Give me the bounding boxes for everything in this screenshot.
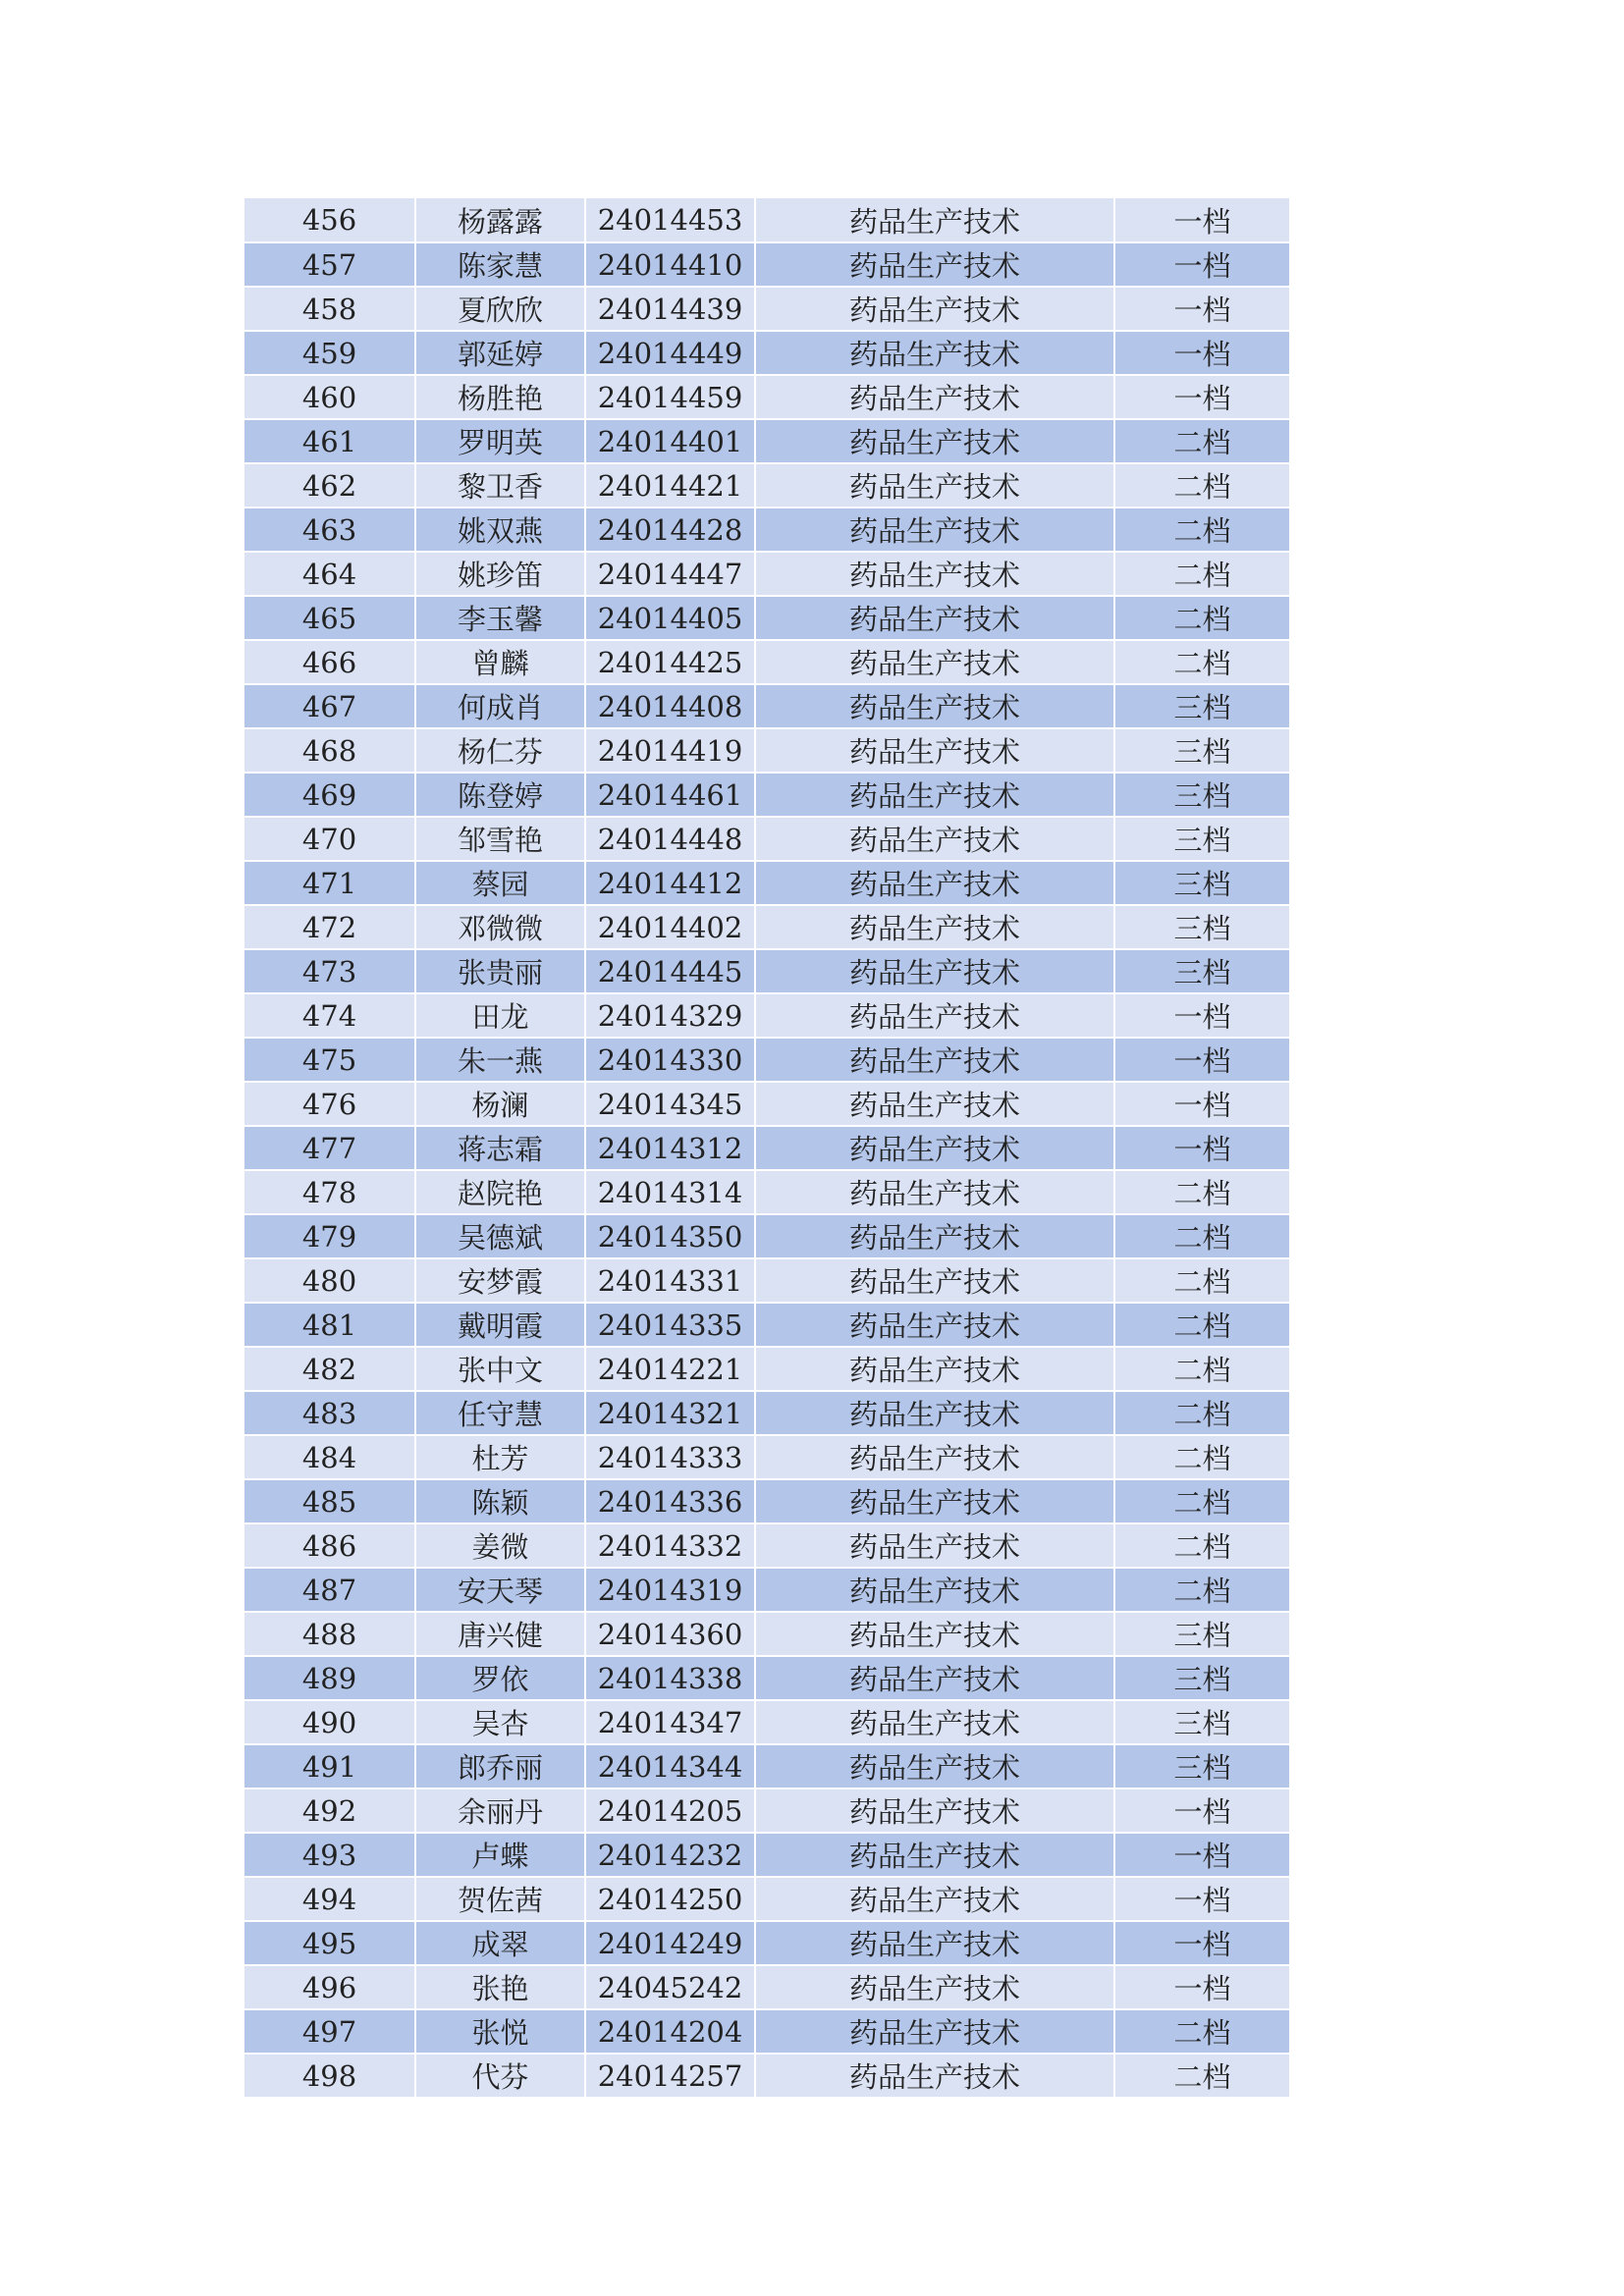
student-name-cell: 蔡园 [415, 861, 585, 905]
student-name-cell: 张中文 [415, 1347, 585, 1391]
grade-cell: 一档 [1114, 331, 1289, 375]
student-name-cell: 任守慧 [415, 1391, 585, 1435]
row-number-cell: 480 [244, 1258, 415, 1303]
row-number-cell: 463 [244, 507, 415, 552]
grade-cell: 三档 [1114, 1744, 1289, 1789]
major-cell: 药品生产技术 [755, 640, 1114, 684]
major-cell: 药品生产技术 [755, 728, 1114, 773]
table-row [244, 1170, 1289, 1214]
student-id-cell: 24014332 [585, 1523, 755, 1568]
row-number-cell: 468 [244, 728, 415, 773]
row-number-cell: 484 [244, 1435, 415, 1479]
major-cell: 药品生产技术 [755, 905, 1114, 949]
student-id-cell: 24014335 [585, 1303, 755, 1347]
grade-cell: 二档 [1114, 463, 1289, 507]
student-id-cell: 24014344 [585, 1744, 755, 1789]
grade-cell: 二档 [1114, 1347, 1289, 1391]
student-id-cell: 24014319 [585, 1568, 755, 1612]
grade-cell: 一档 [1114, 1833, 1289, 1877]
student-name-cell: 李玉馨 [415, 596, 585, 640]
student-id-cell: 24014412 [585, 861, 755, 905]
table-row [244, 905, 1289, 949]
row-number-cell: 475 [244, 1038, 415, 1082]
student-name-cell: 贺佐茜 [415, 1877, 585, 1921]
grade-cell: 二档 [1114, 1391, 1289, 1435]
table-row [244, 419, 1289, 463]
student-name-cell: 陈颖 [415, 1479, 585, 1523]
grade-cell: 二档 [1114, 1258, 1289, 1303]
major-cell: 药品生产技术 [755, 1921, 1114, 1965]
student-name-cell: 田龙 [415, 993, 585, 1038]
student-name-cell: 朱一燕 [415, 1038, 585, 1082]
student-id-cell: 24014421 [585, 463, 755, 507]
major-cell: 药品生产技术 [755, 1700, 1114, 1744]
major-cell: 药品生产技术 [755, 1833, 1114, 1877]
student-id-cell: 24014345 [585, 1082, 755, 1126]
row-number-cell: 492 [244, 1789, 415, 1833]
student-name-cell: 姚双燕 [415, 507, 585, 552]
major-cell: 药品生产技术 [755, 1877, 1114, 1921]
table-row [244, 596, 1289, 640]
student-id-cell: 24014314 [585, 1170, 755, 1214]
student-id-cell: 24045242 [585, 1965, 755, 2009]
major-cell: 药品生产技术 [755, 949, 1114, 993]
student-id-cell: 24014205 [585, 1789, 755, 1833]
table-row [244, 375, 1289, 419]
grade-cell: 二档 [1114, 552, 1289, 596]
grade-cell: 一档 [1114, 242, 1289, 287]
student-name-cell: 杜芳 [415, 1435, 585, 1479]
student-name-cell: 罗依 [415, 1656, 585, 1700]
major-cell: 药品生产技术 [755, 1214, 1114, 1258]
table-row [244, 1921, 1289, 1965]
table-row [244, 1082, 1289, 1126]
row-number-cell: 473 [244, 949, 415, 993]
row-number-cell: 498 [244, 2054, 415, 2098]
row-number-cell: 483 [244, 1391, 415, 1435]
grade-cell: 一档 [1114, 198, 1289, 242]
table-row [244, 1303, 1289, 1347]
table-row [244, 1789, 1289, 1833]
major-cell: 药品生产技术 [755, 242, 1114, 287]
student-name-cell: 陈家慧 [415, 242, 585, 287]
student-id-cell: 24014204 [585, 2009, 755, 2054]
row-number-cell: 464 [244, 552, 415, 596]
student-name-cell: 郎乔丽 [415, 1744, 585, 1789]
table-row [244, 242, 1289, 287]
student-name-cell: 代芬 [415, 2054, 585, 2098]
grade-cell: 二档 [1114, 1170, 1289, 1214]
row-number-cell: 457 [244, 242, 415, 287]
table-row [244, 1126, 1289, 1170]
grade-cell: 二档 [1114, 1568, 1289, 1612]
row-number-cell: 472 [244, 905, 415, 949]
table-row [244, 1258, 1289, 1303]
student-name-cell: 杨露露 [415, 198, 585, 242]
row-number-cell: 459 [244, 331, 415, 375]
major-cell: 药品生产技术 [755, 993, 1114, 1038]
grade-cell: 一档 [1114, 287, 1289, 331]
major-cell: 药品生产技术 [755, 507, 1114, 552]
student-name-cell: 卢蝶 [415, 1833, 585, 1877]
grade-cell: 二档 [1114, 2009, 1289, 2054]
row-number-cell: 488 [244, 1612, 415, 1656]
row-number-cell: 461 [244, 419, 415, 463]
major-cell: 药品生产技术 [755, 1038, 1114, 1082]
grade-cell: 二档 [1114, 2054, 1289, 2098]
student-name-cell: 蒋志霜 [415, 1126, 585, 1170]
table-row [244, 1391, 1289, 1435]
row-number-cell: 477 [244, 1126, 415, 1170]
major-cell: 药品生产技术 [755, 1082, 1114, 1126]
major-cell: 药品生产技术 [755, 1303, 1114, 1347]
table-row [244, 331, 1289, 375]
student-id-cell: 24014321 [585, 1391, 755, 1435]
table-row [244, 198, 1289, 242]
table-row [244, 728, 1289, 773]
student-id-cell: 24014331 [585, 1258, 755, 1303]
table-row [244, 1523, 1289, 1568]
row-number-cell: 462 [244, 463, 415, 507]
student-id-cell: 24014329 [585, 993, 755, 1038]
row-number-cell: 466 [244, 640, 415, 684]
student-name-cell: 郭延婷 [415, 331, 585, 375]
table-row [244, 2009, 1289, 2054]
row-number-cell: 490 [244, 1700, 415, 1744]
table-row [244, 1700, 1289, 1744]
major-cell: 药品生产技术 [755, 1656, 1114, 1700]
major-cell: 药品生产技术 [755, 287, 1114, 331]
table-row [244, 1347, 1289, 1391]
row-number-cell: 495 [244, 1921, 415, 1965]
row-number-cell: 487 [244, 1568, 415, 1612]
grade-cell: 三档 [1114, 1656, 1289, 1700]
major-cell: 药品生产技术 [755, 463, 1114, 507]
student-id-cell: 24014439 [585, 287, 755, 331]
student-id-cell: 24014408 [585, 684, 755, 728]
grade-cell: 一档 [1114, 375, 1289, 419]
table-row [244, 1568, 1289, 1612]
row-number-cell: 493 [244, 1833, 415, 1877]
table-row [244, 507, 1289, 552]
table-body [244, 198, 1289, 2098]
major-cell: 药品生产技术 [755, 1789, 1114, 1833]
student-id-cell: 24014453 [585, 198, 755, 242]
major-cell: 药品生产技术 [755, 419, 1114, 463]
table-row [244, 1435, 1289, 1479]
student-name-cell: 陈登婷 [415, 773, 585, 817]
student-id-cell: 24014221 [585, 1347, 755, 1391]
grade-cell: 一档 [1114, 1965, 1289, 2009]
table-row [244, 552, 1289, 596]
student-id-cell: 24014419 [585, 728, 755, 773]
row-number-cell: 470 [244, 817, 415, 861]
row-number-cell: 494 [244, 1877, 415, 1921]
row-number-cell: 496 [244, 1965, 415, 2009]
student-id-cell: 24014250 [585, 1877, 755, 1921]
major-cell: 药品生产技术 [755, 1391, 1114, 1435]
row-number-cell: 474 [244, 993, 415, 1038]
student-name-cell: 张悦 [415, 2009, 585, 2054]
major-cell: 药品生产技术 [755, 331, 1114, 375]
row-number-cell: 479 [244, 1214, 415, 1258]
student-id-cell: 24014405 [585, 596, 755, 640]
grade-cell: 三档 [1114, 817, 1289, 861]
grade-cell: 三档 [1114, 1612, 1289, 1656]
grade-cell: 二档 [1114, 1214, 1289, 1258]
student-id-cell: 24014449 [585, 331, 755, 375]
student-name-cell: 姜微 [415, 1523, 585, 1568]
student-name-cell: 余丽丹 [415, 1789, 585, 1833]
table-row [244, 1744, 1289, 1789]
grade-cell: 三档 [1114, 949, 1289, 993]
table-row [244, 684, 1289, 728]
table-row [244, 1038, 1289, 1082]
table-row [244, 1877, 1289, 1921]
major-cell: 药品生产技术 [755, 1612, 1114, 1656]
grade-cell: 一档 [1114, 993, 1289, 1038]
row-number-cell: 469 [244, 773, 415, 817]
student-name-cell: 曾麟 [415, 640, 585, 684]
major-cell: 药品生产技术 [755, 375, 1114, 419]
student-list-table [244, 198, 1289, 2099]
student-name-cell: 杨胜艳 [415, 375, 585, 419]
row-number-cell: 489 [244, 1656, 415, 1700]
major-cell: 药品生产技术 [755, 817, 1114, 861]
major-cell: 药品生产技术 [755, 2054, 1114, 2098]
row-number-cell: 465 [244, 596, 415, 640]
table-row [244, 640, 1289, 684]
grade-cell: 三档 [1114, 684, 1289, 728]
major-cell: 药品生产技术 [755, 1965, 1114, 2009]
student-id-cell: 24014232 [585, 1833, 755, 1877]
table-row [244, 861, 1289, 905]
student-name-cell: 邓微微 [415, 905, 585, 949]
grade-cell: 三档 [1114, 1700, 1289, 1744]
student-name-cell: 黎卫香 [415, 463, 585, 507]
major-cell: 药品生产技术 [755, 1435, 1114, 1479]
major-cell: 药品生产技术 [755, 1170, 1114, 1214]
major-cell: 药品生产技术 [755, 1479, 1114, 1523]
table-row [244, 287, 1289, 331]
table-row [244, 1833, 1289, 1877]
student-id-cell: 24014330 [585, 1038, 755, 1082]
row-number-cell: 458 [244, 287, 415, 331]
student-name-cell: 赵院艳 [415, 1170, 585, 1214]
grade-cell: 二档 [1114, 507, 1289, 552]
major-cell: 药品生产技术 [755, 1347, 1114, 1391]
major-cell: 药品生产技术 [755, 1258, 1114, 1303]
grade-cell: 一档 [1114, 1126, 1289, 1170]
student-id-cell: 24014338 [585, 1656, 755, 1700]
student-name-cell: 安梦霞 [415, 1258, 585, 1303]
student-id-cell: 24014428 [585, 507, 755, 552]
grade-cell: 一档 [1114, 1921, 1289, 1965]
major-cell: 药品生产技术 [755, 861, 1114, 905]
student-name-cell: 何成肖 [415, 684, 585, 728]
grade-cell: 二档 [1114, 1479, 1289, 1523]
table-row [244, 463, 1289, 507]
student-id-cell: 24014410 [585, 242, 755, 287]
table-row [244, 1479, 1289, 1523]
row-number-cell: 460 [244, 375, 415, 419]
student-id-cell: 24014257 [585, 2054, 755, 2098]
student-name-cell: 安天琴 [415, 1568, 585, 1612]
table-row [244, 1656, 1289, 1700]
student-id-cell: 24014312 [585, 1126, 755, 1170]
student-name-cell: 杨仁芬 [415, 728, 585, 773]
table-row [244, 1214, 1289, 1258]
grade-cell: 二档 [1114, 596, 1289, 640]
table-row [244, 949, 1289, 993]
major-cell: 药品生产技术 [755, 198, 1114, 242]
grade-cell: 二档 [1114, 419, 1289, 463]
student-id-cell: 24014336 [585, 1479, 755, 1523]
row-number-cell: 456 [244, 198, 415, 242]
row-number-cell: 482 [244, 1347, 415, 1391]
grade-cell: 三档 [1114, 728, 1289, 773]
student-id-cell: 24014401 [585, 419, 755, 463]
student-id-cell: 24014360 [585, 1612, 755, 1656]
row-number-cell: 481 [244, 1303, 415, 1347]
major-cell: 药品生产技术 [755, 596, 1114, 640]
student-id-cell: 24014333 [585, 1435, 755, 1479]
student-name-cell: 邹雪艳 [415, 817, 585, 861]
grade-cell: 二档 [1114, 640, 1289, 684]
student-id-cell: 24014347 [585, 1700, 755, 1744]
grade-cell: 二档 [1114, 1303, 1289, 1347]
table-row [244, 773, 1289, 817]
grade-cell: 二档 [1114, 1435, 1289, 1479]
student-id-cell: 24014249 [585, 1921, 755, 1965]
student-name-cell: 吴德斌 [415, 1214, 585, 1258]
major-cell: 药品生产技术 [755, 1744, 1114, 1789]
student-name-cell: 张艳 [415, 1965, 585, 2009]
student-name-cell: 杨澜 [415, 1082, 585, 1126]
student-id-cell: 24014445 [585, 949, 755, 993]
grade-cell: 三档 [1114, 905, 1289, 949]
student-id-cell: 24014350 [585, 1214, 755, 1258]
row-number-cell: 497 [244, 2009, 415, 2054]
major-cell: 药品生产技术 [755, 1568, 1114, 1612]
table-row [244, 1965, 1289, 2009]
table-row [244, 817, 1289, 861]
row-number-cell: 478 [244, 1170, 415, 1214]
row-number-cell: 491 [244, 1744, 415, 1789]
student-name-cell: 唐兴健 [415, 1612, 585, 1656]
grade-cell: 一档 [1114, 1038, 1289, 1082]
student-id-cell: 24014459 [585, 375, 755, 419]
student-id-cell: 24014402 [585, 905, 755, 949]
major-cell: 药品生产技术 [755, 1126, 1114, 1170]
student-name-cell: 罗明英 [415, 419, 585, 463]
grade-cell: 二档 [1114, 1523, 1289, 1568]
table-row [244, 1612, 1289, 1656]
student-name-cell: 成翠 [415, 1921, 585, 1965]
row-number-cell: 467 [244, 684, 415, 728]
student-id-cell: 24014461 [585, 773, 755, 817]
student-name-cell: 吴杏 [415, 1700, 585, 1744]
row-number-cell: 476 [244, 1082, 415, 1126]
major-cell: 药品生产技术 [755, 1523, 1114, 1568]
student-id-cell: 24014448 [585, 817, 755, 861]
major-cell: 药品生产技术 [755, 552, 1114, 596]
student-id-cell: 24014447 [585, 552, 755, 596]
grade-cell: 三档 [1114, 773, 1289, 817]
table-row [244, 993, 1289, 1038]
student-id-cell: 24014425 [585, 640, 755, 684]
grade-cell: 三档 [1114, 861, 1289, 905]
student-name-cell: 戴明霞 [415, 1303, 585, 1347]
grade-cell: 一档 [1114, 1877, 1289, 1921]
table-row [244, 2054, 1289, 2098]
grade-cell: 一档 [1114, 1789, 1289, 1833]
grade-cell: 一档 [1114, 1082, 1289, 1126]
row-number-cell: 471 [244, 861, 415, 905]
major-cell: 药品生产技术 [755, 773, 1114, 817]
student-name-cell: 姚珍笛 [415, 552, 585, 596]
major-cell: 药品生产技术 [755, 684, 1114, 728]
student-name-cell: 夏欣欣 [415, 287, 585, 331]
student-name-cell: 张贵丽 [415, 949, 585, 993]
row-number-cell: 486 [244, 1523, 415, 1568]
major-cell: 药品生产技术 [755, 2009, 1114, 2054]
row-number-cell: 485 [244, 1479, 415, 1523]
